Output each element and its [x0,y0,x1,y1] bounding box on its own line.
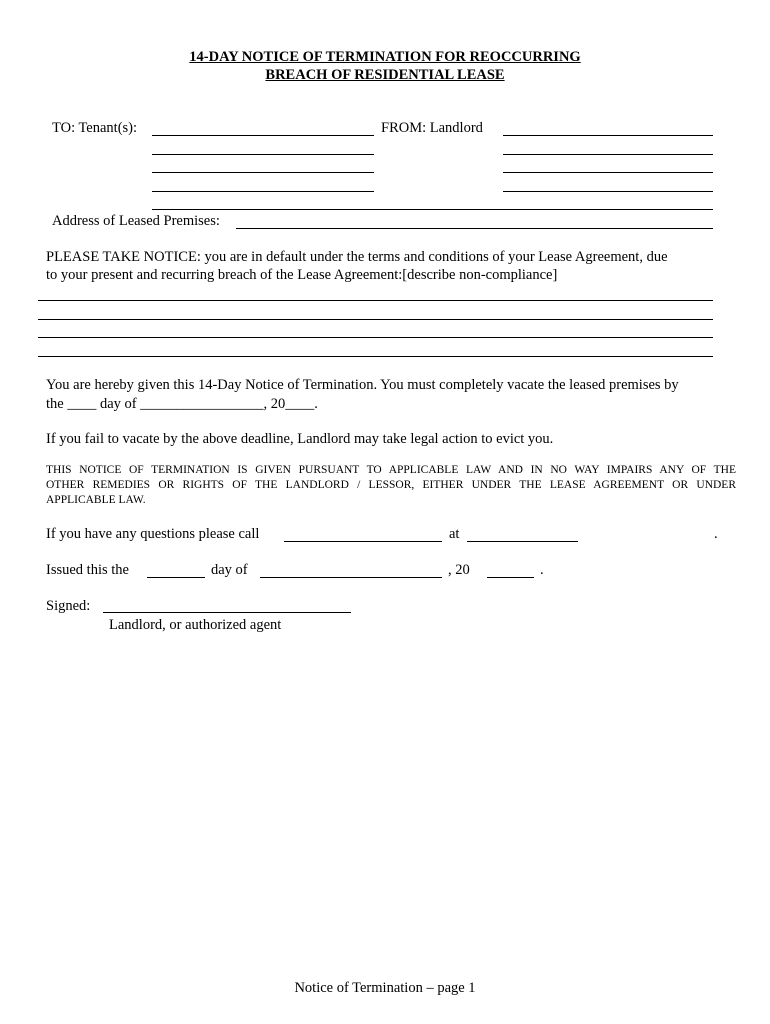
notice-text-line-1: PLEASE TAKE NOTICE: you are in default under the terms and conditions of your Lease Agreement, due [46,249,668,265]
non-compliance-line-1[interactable] [38,300,713,301]
issued-year-prefix: , 20 [448,562,470,578]
issued-day-line[interactable] [147,577,205,578]
notice-text-line-2: to your present and recurring breach of the Lease Agreement:[describe non-compliance] [46,267,558,283]
address-label: Address of Leased Premises: [52,213,220,229]
questions-period: . [714,526,718,542]
non-compliance-line-2[interactable] [38,319,713,320]
legal-text-line-1: THIS NOTICE OF TERMINATION IS GIVEN PURSUANT TO APPLICABLE LAW AND IN NO WAY IMPAIRS ANY OF THE [46,464,736,476]
contact-name-line[interactable] [284,541,442,542]
questions-at-label: at [449,526,460,542]
termination-text-line-2: the ____ day of _________________, 20____. [46,396,318,412]
issued-label: Issued this the [46,562,129,578]
landlord-name-line-3[interactable] [503,172,713,173]
landlord-name-line-1[interactable] [503,135,713,136]
document-title-line-2: BREACH OF RESIDENTIAL LEASE [265,67,505,83]
landlord-name-line-2[interactable] [503,154,713,155]
legal-text-line-2: OTHER REMEDIES OR RIGHTS OF THE LANDLORD / LESSOR, EITHER UNDER THE LEASE AGREEMENT OR UNDER [46,479,736,491]
issued-year-line[interactable] [487,577,534,578]
tenant-name-line-1[interactable] [152,135,374,136]
issued-day-of-label: day of [211,562,248,578]
address-line[interactable] [236,228,713,229]
non-compliance-line-3[interactable] [38,337,713,338]
tenant-name-line-3[interactable] [152,172,374,173]
contact-phone-line[interactable] [467,541,578,542]
parties-extra-line[interactable] [152,209,713,210]
issued-month-line[interactable] [260,577,442,578]
legal-text-line-3: APPLICABLE LAW. [46,494,146,506]
page-footer: Notice of Termination – page 1 [294,980,476,996]
signed-label: Signed: [46,598,91,614]
tenant-name-line-2[interactable] [152,154,374,155]
questions-label: If you have any questions please call [46,526,260,542]
non-compliance-line-4[interactable] [38,356,713,357]
termination-text-line-1: You are hereby given this 14-Day Notice of Termination. You must completely vacate the leased premises by [46,377,679,393]
issued-period: . [540,562,544,578]
signature-line[interactable] [103,612,351,613]
tenant-name-line-4[interactable] [152,191,374,192]
landlord-name-line-4[interactable] [503,191,713,192]
eviction-warning-text: If you fail to vacate by the above deadline, Landlord may take legal action to evict you. [46,431,554,447]
document-title-line-1: 14-DAY NOTICE OF TERMINATION FOR REOCCURRING [189,49,581,65]
signature-caption: Landlord, or authorized agent [109,617,282,633]
landlord-label: FROM: Landlord [381,120,483,136]
tenant-label: TO: Tenant(s): [52,120,138,136]
